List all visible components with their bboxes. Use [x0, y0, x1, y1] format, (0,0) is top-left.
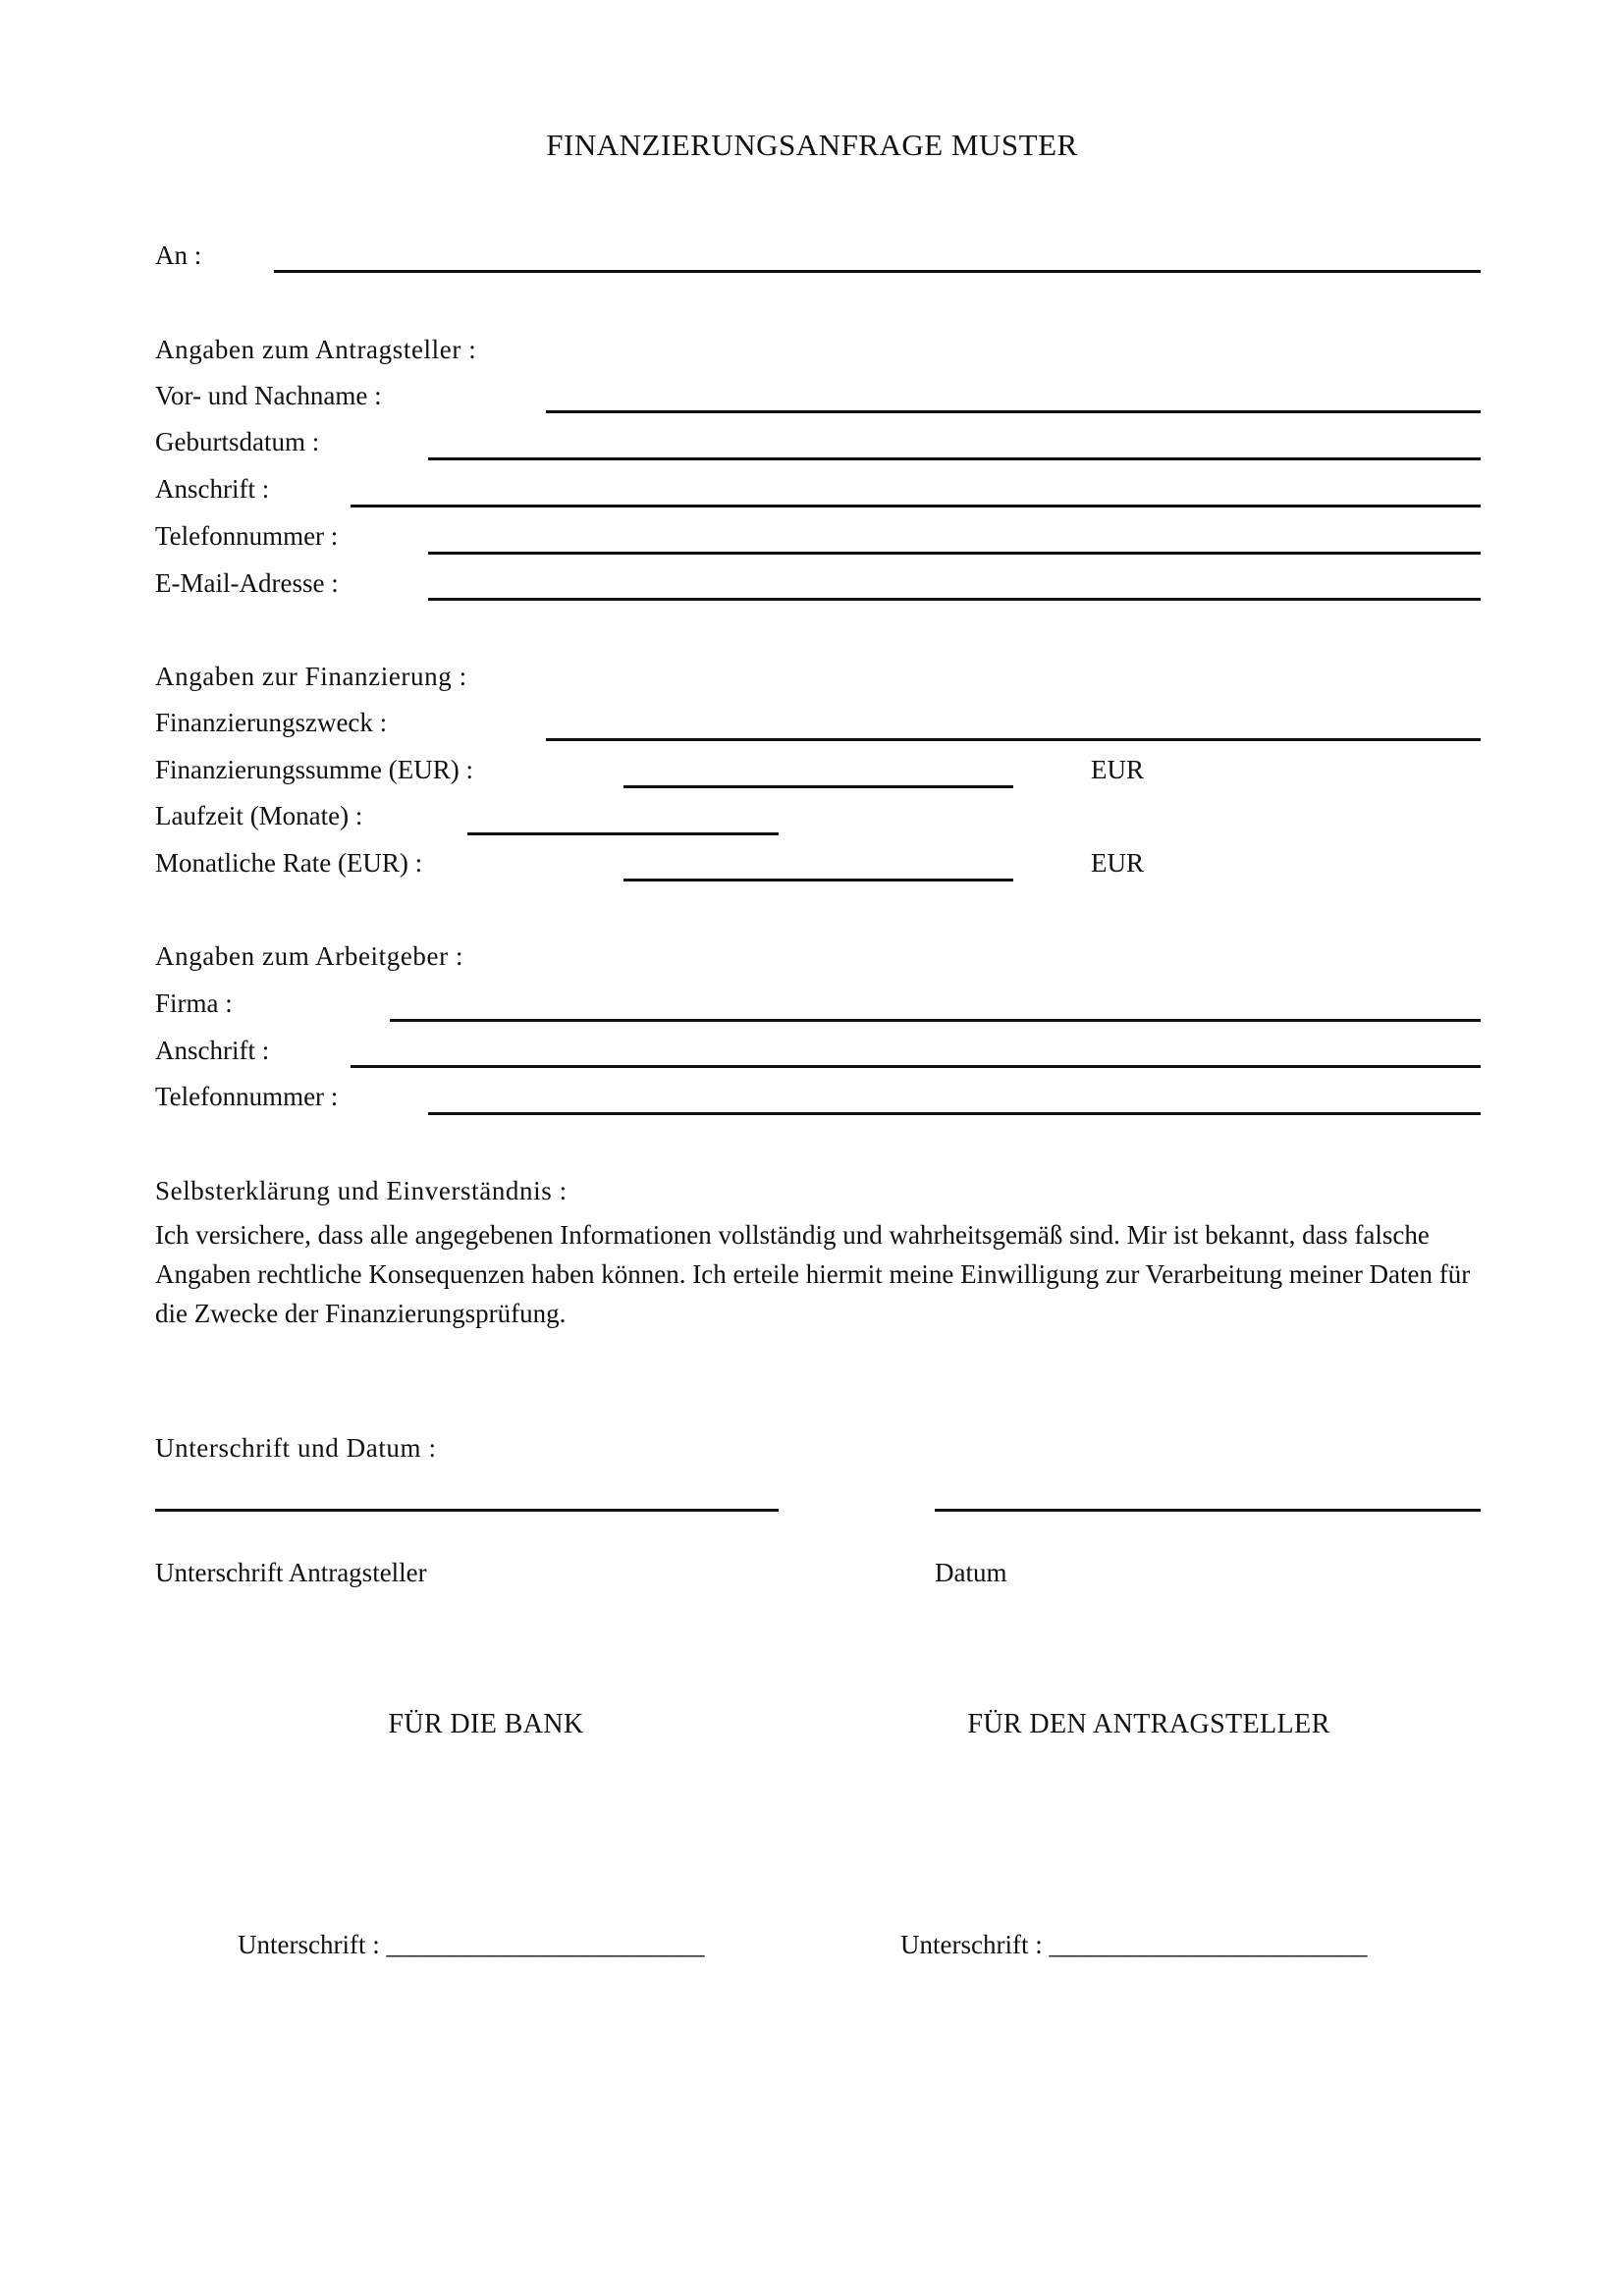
applicant-birthdate-label: Geburtsdatum : [155, 427, 320, 456]
applicant-signature-line[interactable]: Unterschrift : ________________________ [900, 1930, 1368, 1959]
applicant-phone-field[interactable] [428, 552, 1481, 555]
employer-phone-label: Telefonnummer : [155, 1082, 339, 1111]
applicant-email-label: E-Mail-Adresse : [155, 568, 339, 598]
applicant-signature-label: Unterschrift Antragsteller [155, 1558, 427, 1587]
applicant-address-label: Anschrift : [155, 474, 270, 504]
employer-heading: Angaben zum Arbeitgeber : [155, 941, 464, 971]
financing-term-field[interactable] [467, 832, 779, 835]
bank-signature-line[interactable]: Unterschrift : ________________________ [238, 1930, 705, 1959]
applicant-address-field[interactable] [351, 505, 1481, 507]
applicant-email-field[interactable] [428, 598, 1481, 601]
financing-purpose-field[interactable] [546, 738, 1481, 741]
financing-purpose-label: Finanzierungszweck : [155, 708, 388, 737]
page-title: FINANZIERUNGSANFRAGE MUSTER [546, 128, 1078, 162]
financing-rate-field[interactable] [623, 879, 1013, 881]
declaration-text: Ich versichere, dass alle angegebenen Informationen vollständig und wahrheitsgemäß sind. Mir ist bekannt, dass falsche Angaben rechtliche Konsequenzen haben können. Ich erteile hiermit meine Einwilligung zur Verarbeitung meiner Daten für die Zwecke der Finanzierungsprüfung. [155, 1220, 1471, 1328]
applicant-phone-label: Telefonnummer : [155, 521, 339, 551]
date-label: Datum [935, 1558, 1007, 1587]
financing-rate-label: Monatliche Rate (EUR) : [155, 848, 423, 878]
bank-section-heading: FÜR DIE BANK [388, 1709, 584, 1739]
financing-amount-label: Finanzierungssumme (EUR) : [155, 755, 473, 784]
employer-company-field[interactable] [390, 1019, 1481, 1022]
date-field[interactable] [935, 1509, 1481, 1512]
applicant-name-field[interactable] [546, 410, 1481, 413]
recipient-label: An : [155, 240, 202, 270]
employer-company-label: Firma : [155, 988, 233, 1018]
financing-rate-unit: EUR [1091, 848, 1144, 878]
applicant-birthdate-field[interactable] [428, 457, 1481, 460]
financing-heading: Angaben zur Finanzierung : [155, 662, 467, 691]
financing-amount-field[interactable] [623, 785, 1013, 788]
employer-address-field[interactable] [351, 1065, 1481, 1068]
financing-amount-unit: EUR [1091, 755, 1144, 784]
signature-heading: Unterschrift und Datum : [155, 1433, 437, 1463]
applicant-section-heading: FÜR DEN ANTRAGSTELLER [967, 1709, 1330, 1739]
declaration-heading: Selbsterklärung und Einverständnis : [155, 1176, 568, 1205]
employer-address-label: Anschrift : [155, 1036, 270, 1065]
employer-phone-field[interactable] [428, 1112, 1481, 1115]
applicant-signature-field[interactable] [155, 1509, 779, 1512]
recipient-field[interactable] [274, 270, 1481, 273]
financing-term-label: Laufzeit (Monate) : [155, 801, 363, 830]
applicant-heading: Angaben zum Antragsteller : [155, 335, 477, 364]
applicant-name-label: Vor- und Nachname : [155, 381, 382, 410]
